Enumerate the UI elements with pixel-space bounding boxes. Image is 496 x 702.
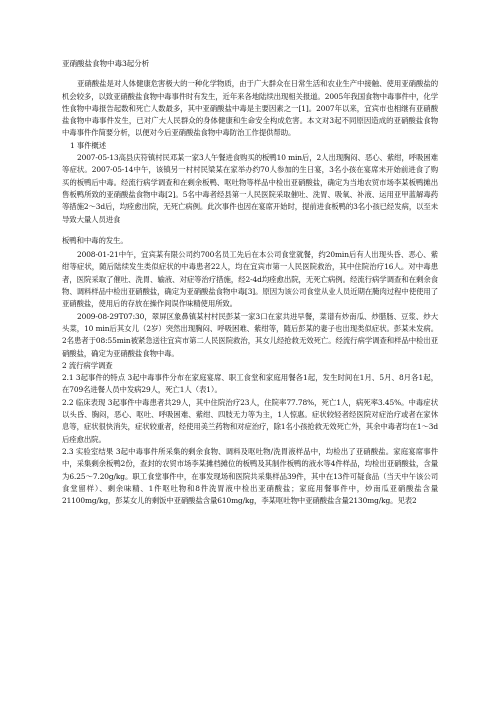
- article-body: [62, 58, 438, 507]
- section-2-3-paragraph: 2.3 实验室结果 3起中毒事件所采集的剩余食物、调料及呕吐物/洗胃液样品中，均检出了亚硝酸盐。家庭宴席事件中，采集剩余板鸭2份，查封的农贸市场李某摊档摊位的板鸭及其制作板鸭的液水等4件样品，均检出亚硝酸盐，含量为6.25～7.20g/kg。职工食堂事件中，在事发现场和医院共采集样品39件，其中在13件可疑食品（当天中午该公司食堂留样）、剩余味精、1件呕吐物和8件洗胃液中检出亚硝酸盐；家庭用餐事件中，炒南瓜亚硝酸盐含量21100mg/kg，彭某女儿的剩饭中亚硝酸盐含量610mg/kg，李某呕吐物中亚硝酸盐含量2130mg/kg。见表2: [62, 446, 438, 506]
- event-1-paragraph: 2007-05-13高县庆符镇村民邓某一家3人午餐进食购买的板鸭10 min后，2人出现胸闷、恶心、紫绀，呼吸困难等症状。2007-05-14中午，该镇另一村村民梁某在家举办约70人参加的生日宴，3名小孩在宴席未开始前进食了购买的板鸭后中毒。经流行病学调查和在剩余板鸭、呕吐物等样品中检出亚硝酸盐，确定为当地农贸市场李某板鸭摊出售板鸭所致的亚硝酸盐食物中毒[2]。5名中毒者经县第一人民医院采取催吐、洗胃、吸氧、补液、运用亚甲蓝解毒药等措施2～3d后，均痊愈出院，无死亡病例。此次事件也因在宴席开始时，提前进食板鸭的3名小孩已经发病，以至未导致大量人员进食: [62, 153, 438, 224]
- section-2-heading: 2 流行病学调查: [62, 360, 113, 370]
- event-1-continuation: 板鸭和中毒的发生。: [62, 235, 128, 245]
- section-1-heading: 1 事件概述: [70, 140, 107, 150]
- intro-paragraph: 亚硝酸盐是对人体健康危害极大的一种化学物质，由于广大群众在日常生活和农业生产中接触、使用亚硝酸盐的机会较多，以致亚硝酸盐食物中毒事件时有发生，近年来各地陆续出现相关报道。2005年我国食物中毒事件中，化学性食物中毒报告起数和死亡人数最多，其中亚硝酸盐中毒是主要因素之一[1]。2007年以来，宜宾市也相继有亚硝酸盐食物中毒事件发生，已对广大人民群众的身体健康和生命安全构成危害。本文对3起不同原因造成的亚硝酸盐食物中毒事件作简要分析，以便对今后亚硝酸盐食物中毒防治工作提供帮助。: [62, 79, 438, 138]
- event-3-paragraph: 2009-08-29T07:30，翠屏区象鼻镇某村村民彭某一家3口在家共进早餐，菜谱有炒南瓜、炒腊肠、豆浆、炒大头菜，10 min后其女儿（2岁）突然出现胸闷、呼吸困难、紫绀等，随后彭某的妻子也出现类似症状。彭某未发病。2名患者于08:55min被紧急送往宜宾市第二人民医院救治，其女儿经抢救无效死亡。经流行病学调查和样品中检出亚硝酸盐，确定为亚硝酸盐食物中毒。: [62, 311, 438, 358]
- article-title: 亚硝酸盐食物中毒3起分析: [62, 59, 150, 68]
- section-2-1-paragraph: 2.1 3起事件的特点 3起中毒事件分布在家庭宴席、职工食堂和家庭用餐各1起，发生时间在1月、5月、8月各1起，在709名进餐人员中发病29人，死亡1人（表1）。: [62, 373, 438, 395]
- section-2-2-paragraph: 2.2 临床表现 3起事件中毒患者共29人，其中住院治疗23人，住院率77.78%，死亡1人，病死率3.45%。中毒症状以头昏、胸闷，恶心、呕吐、呼吸困难、紫绀、四肢无力等为主，1人惊惠。症状较轻者经医院对症治疗或者在家休息等，症状很快消失，症状较重者，经使用美兰药物和对症治疗，除1名小孩抢救无效死亡外，其余中毒者均在1～3d后痊愈出院。: [62, 397, 438, 444]
- event-2-paragraph: 2008-01-21中午，宜宾某有限公司约700名员工先后在本公司食堂就餐，约20min后有人出现头昏、恶心、紫绀等症状，随后陆续发生类似症状的中毒患者22人，均在宜宾市第一人民医院救治，其中住院治疗16人。对中毒患者，医院采取了催吐、洗胃、输液、对症等治疗措施，经2-4d均痊愈出院，无死亡病例。经流行病学调查和在剩余食物、调料样品中检出亚硝酸盐，确定为亚硝酸盐食物中毒[3]。原因为该公司食堂从业人员近期在腌肉过程中使使用了亚硝酸盐，使用后的存放在操作间误作味精使用所致。: [62, 250, 438, 309]
